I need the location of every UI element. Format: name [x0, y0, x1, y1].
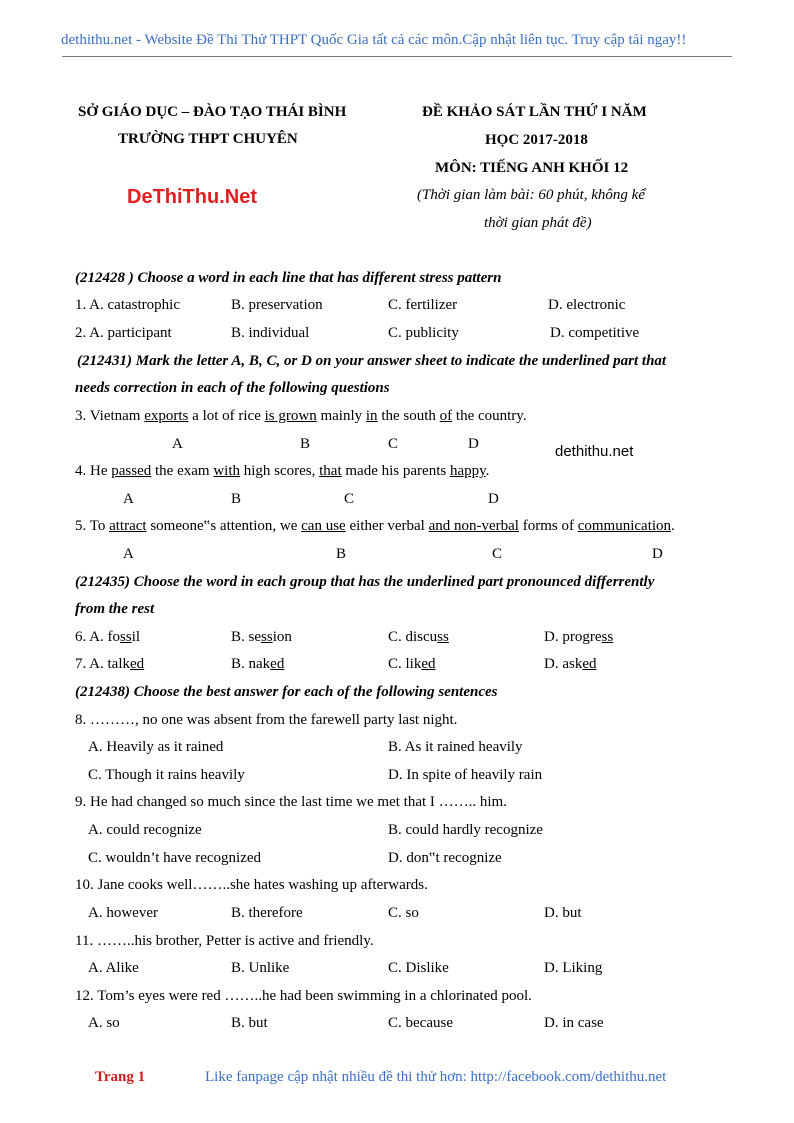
q3-letter-c: C [388, 436, 399, 452]
exam-duration-line1: (Thời gian làm bài: 60 phút, không kể [417, 187, 645, 203]
q2-option-d: D. competitive [550, 325, 640, 341]
q3-underline-b: is grown [264, 408, 317, 424]
q3-underline-a: exports [144, 408, 189, 424]
q8-stem: 8. ………, no one was absent from the farewell party last night. [75, 712, 458, 728]
department-name: SỞ GIÁO DỤC – ĐÀO TẠO THÁI BÌNH [78, 104, 347, 120]
q4-underline-c: that [319, 463, 342, 479]
q3-letter-a: A [172, 436, 183, 452]
q8-option-c: C. Though it rains heavily [88, 767, 245, 783]
q5-underline-d: communication [577, 518, 672, 534]
q8-option-a: A. Heavily as it rained [88, 739, 224, 755]
q6-option-a: 6. A. fossil [75, 629, 141, 645]
q10-option-b: B. therefore [231, 905, 303, 921]
q5-underline-a: attract [109, 518, 147, 534]
q9-stem: 9. He had changed so much since the last time we met that I …….. him. [75, 794, 507, 810]
q4-letter-b: B [231, 491, 242, 507]
q12-stem: 12. Tom’s eyes were red ……..he had been swimming in a chlorinated pool. [75, 988, 532, 1004]
q10-option-a: A. however [88, 905, 158, 921]
q6-option-b: B. session [231, 629, 292, 645]
watermark-text: dethithu.net [555, 443, 634, 460]
q12-option-b: B. but [231, 1015, 268, 1031]
q1-option-a: 1. A. catastrophic [75, 297, 180, 313]
school-name: TRƯỜNG THPT CHUYÊN [118, 131, 298, 147]
q10-stem: 10. Jane cooks well……..she hates washing up afterwards. [75, 877, 428, 893]
q11-option-a: A. Alike [88, 960, 139, 976]
q1-option-d: D. electronic [548, 297, 626, 313]
q12-option-d: D. in case [544, 1015, 604, 1031]
q12-option-c: C. because [388, 1015, 453, 1031]
q3-sentence: 3. Vietnam exports a lot of rice is grown mainly in the south of the country. [75, 408, 527, 424]
exam-title-line2: HỌC 2017-2018 [485, 132, 588, 148]
q4-underline-d: happy [449, 463, 486, 479]
q1-option-b: B. preservation [231, 297, 323, 313]
q8-option-b: B. As it rained heavily [388, 739, 523, 755]
q7-option-b: B. naked [231, 656, 285, 672]
q6-option-c: C. discuss [388, 629, 449, 645]
q2-option-c: C. publicity [388, 325, 459, 341]
q4-letter-c: C [344, 491, 355, 507]
section3-instruction-line1: (212435) Choose the word in each group that has the underlined part pronounced differrently [75, 574, 655, 590]
q7-option-d: D. asked [544, 656, 597, 672]
header-site-link[interactable]: dethithu.net - Website Đề Thi Thử THPT Quốc Gia tất cả các môn.Cập nhật liên tục. Truy cập tải ngay!! [61, 32, 687, 48]
q11-option-b: B. Unlike [231, 960, 290, 976]
q3-underline-d: of [439, 408, 453, 424]
q10-option-c: C. so [388, 905, 419, 921]
q5-letter-c: C [492, 546, 503, 562]
section2-instruction-line2: needs correction in each of the following questions [75, 380, 390, 396]
q5-letter-d: D [652, 546, 663, 562]
q9-option-b: B. could hardly recognize [388, 822, 543, 838]
q11-option-d: D. Liking [544, 960, 603, 976]
q10-option-d: D. but [544, 905, 582, 921]
q2-option-a: 2. A. participant [75, 325, 172, 341]
q5-sentence: 5. To attract someone‟s attention, we can use either verbal and non-verbal forms of communication. [75, 518, 675, 534]
q9-option-a: A. could recognize [88, 822, 202, 838]
q12-option-a: A. so [88, 1015, 120, 1031]
q9-option-d: D. don‟t recognize [388, 850, 502, 866]
q3-letter-d: D [468, 436, 479, 452]
q3-letter-b: B [300, 436, 311, 452]
section2-instruction-line1: (212431) Mark the letter A, B, C, or D on your answer sheet to indicate the underlined part that [77, 353, 667, 369]
q8-option-d: D. In spite of heavily rain [388, 767, 543, 783]
q5-letter-b: B [336, 546, 347, 562]
q7-option-c: C. liked [388, 656, 436, 672]
q11-option-c: C. Dislike [388, 960, 449, 976]
q9-option-c: C. wouldn’t have recognized [88, 850, 262, 866]
q4-underline-a: passed [111, 463, 152, 479]
q2-option-b: B. individual [231, 325, 310, 341]
exam-duration-line2: thời gian phát đề) [484, 215, 592, 231]
q4-sentence: 4. He passed the exam with high scores, that made his parents happy. [75, 463, 490, 479]
q7-option-a: 7. A. talked [75, 656, 145, 672]
section4-instruction: (212438) Choose the best answer for each of the following sentences [75, 684, 498, 700]
header-divider [62, 56, 732, 57]
q1-option-c: C. fertilizer [388, 297, 458, 313]
q5-underline-b: can use [301, 518, 346, 534]
q4-underline-b: with [213, 463, 240, 479]
q4-letter-a: A [123, 491, 134, 507]
q11-stem: 11. ……..his brother, Petter is active and friendly. [75, 933, 374, 949]
exam-title-line1: ĐỀ KHẢO SÁT LẦN THỨ I NĂM [422, 104, 647, 120]
q6-option-d: D. progress [544, 629, 614, 645]
exam-subject: MÔN: TIẾNG ANH KHỐI 12 [435, 160, 629, 176]
section1-instruction: (212428 ) Choose a word in each line that has different stress pattern [75, 270, 502, 286]
q5-letter-a: A [123, 546, 134, 562]
site-brand-logo: DeThiThu.Net [127, 186, 257, 208]
q4-letter-d: D [488, 491, 499, 507]
q5-underline-c: and non-verbal [428, 518, 519, 534]
footer-fanpage-link[interactable]: Like fanpage cập nhật nhiều đề thi thử hơn: http://facebook.com/dethithu.net [205, 1069, 667, 1085]
section3-instruction-line2: from the rest [75, 601, 155, 617]
q3-underline-c: in [365, 408, 378, 424]
page-number: Trang 1 [95, 1069, 146, 1085]
